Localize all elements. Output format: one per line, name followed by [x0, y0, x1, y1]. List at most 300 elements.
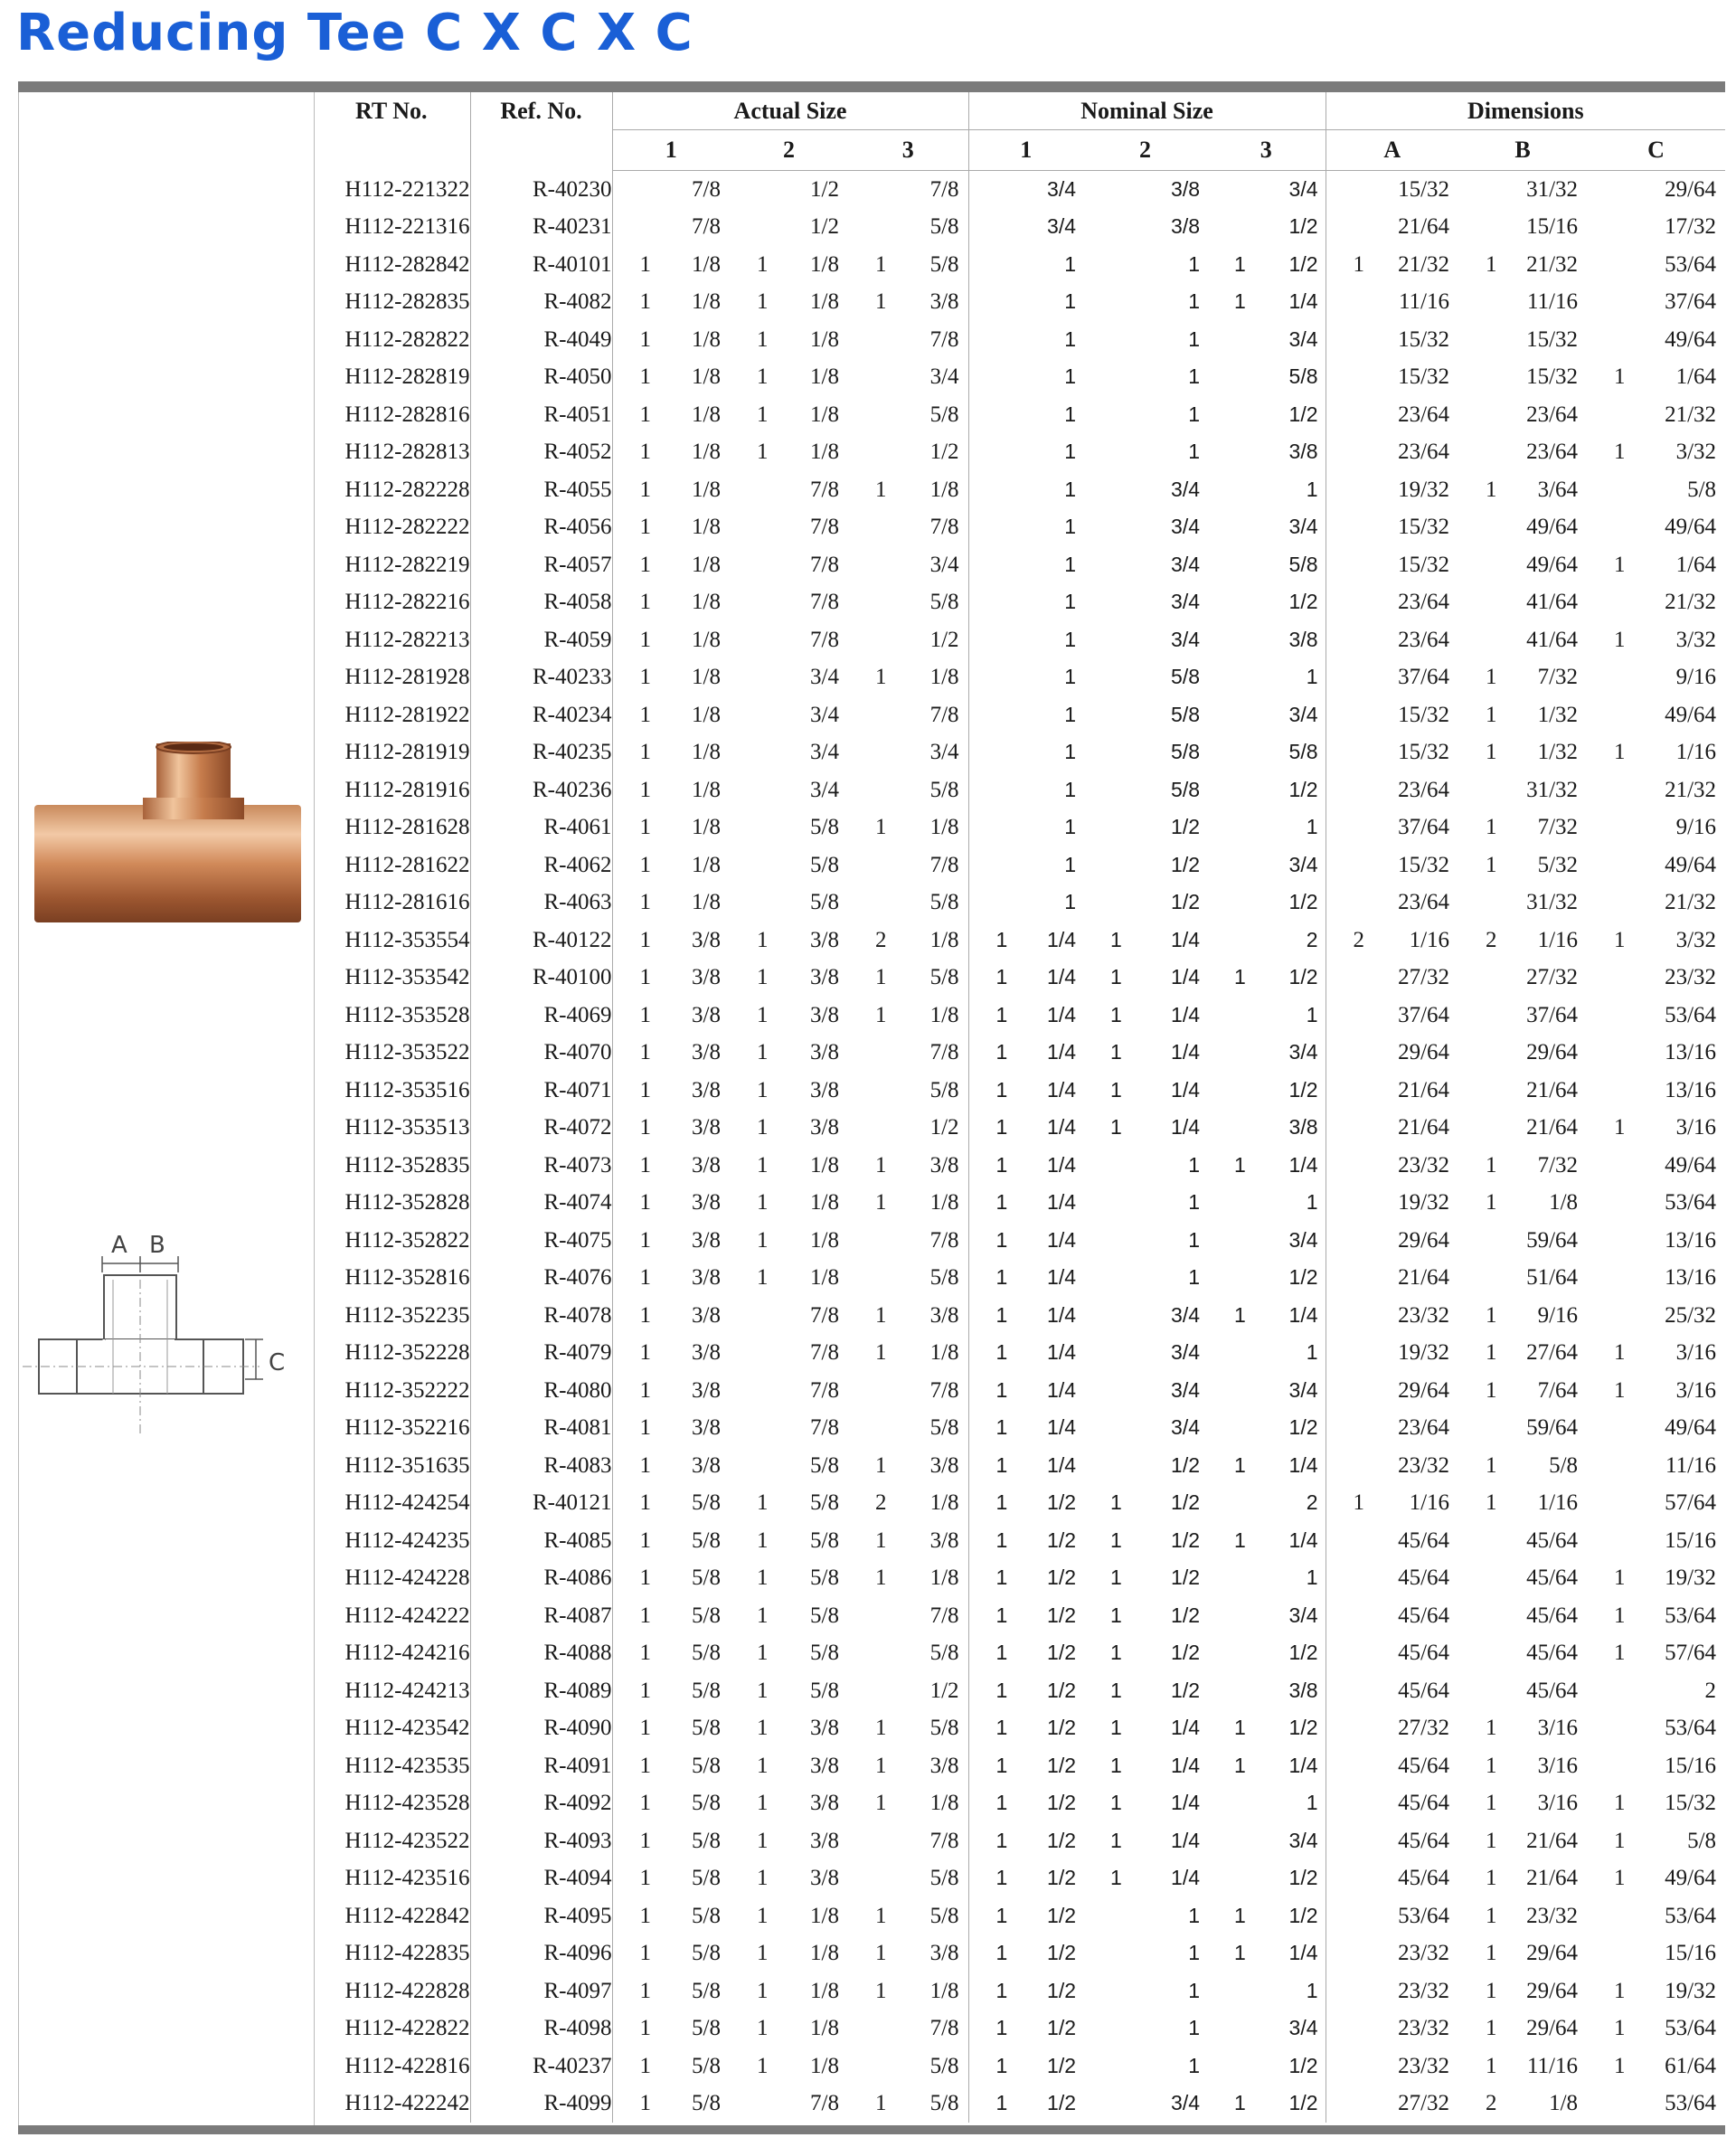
- header-actual-2: 2: [730, 130, 848, 171]
- cell-dim-c: 15/16: [1665, 1941, 1717, 1966]
- cell-dim-b: 21/64: [1526, 1077, 1579, 1102]
- cell-actual-1: 1 5/8: [612, 1822, 730, 1860]
- cell-nominal-3: 1: [1306, 1190, 1318, 1215]
- cell-nominal-2: 1 1/4: [1110, 1002, 1201, 1026]
- cell-ref-no: R-4056: [470, 509, 612, 547]
- cell-nominal-2: 1 1/4: [1110, 1791, 1201, 1815]
- cell-actual-1: 1 3/8: [612, 1147, 730, 1185]
- cell-dim-c: 9/16: [1675, 665, 1717, 690]
- cell-nominal-3: 1: [1306, 1340, 1318, 1365]
- cell-actual-2: 3/4: [810, 665, 839, 690]
- cell-rt-no: H112-422835: [344, 1941, 470, 1966]
- cell-actual-2: 5/8: [810, 852, 839, 877]
- cell-actual-3: 1 3/8: [875, 1152, 959, 1178]
- cell-rt-no: H112-422822: [344, 2016, 470, 2041]
- cell-dim-b: 45/64: [1526, 1565, 1579, 1591]
- cell-nominal-2: 1/2: [1171, 1452, 1201, 1477]
- cell-nominal-2: 1 1/4: [1110, 1040, 1201, 1064]
- cell-nominal-3: 1: [1306, 1565, 1318, 1590]
- cell-ref-no: R-4099: [470, 2086, 612, 2123]
- cell-ref-no: R-4079: [470, 1335, 612, 1373]
- cell-actual-2: 7/8: [810, 477, 839, 502]
- cell-dim-a: 21/64: [1326, 1260, 1458, 1298]
- cell-nominal-2: 3/8: [1171, 214, 1201, 239]
- cell-actual-1: 1 1/8: [612, 509, 730, 547]
- cell-dim-c: 49/64: [1665, 1415, 1717, 1441]
- table-row: [313, 1747, 1725, 1785]
- cell-actual-2: 1 3/8: [757, 1753, 839, 1778]
- cell-nominal-1: 1 1/4: [968, 1297, 1083, 1335]
- cell-ref-no: R-4061: [470, 809, 612, 847]
- cell-rt-no: H112-423535: [344, 1753, 470, 1778]
- cell-ref-no: R-4089: [470, 1672, 612, 1710]
- cell-dim-a: 37/64: [1326, 809, 1458, 847]
- cell-actual-1: 1 1/8: [612, 771, 730, 809]
- cell-nominal-2: 1 1/2: [1110, 1678, 1201, 1702]
- cell-nominal-3: 3/4: [1288, 515, 1318, 539]
- table-row: [313, 509, 1725, 547]
- cell-rt-no: H112-281616: [344, 890, 470, 915]
- cell-actual-1: 1 5/8: [612, 1935, 730, 1973]
- cell-ref-no: R-4095: [470, 1897, 612, 1935]
- table-row: [313, 1372, 1725, 1410]
- cell-ref-no: R-4092: [470, 1785, 612, 1823]
- table-row: [313, 1935, 1725, 1973]
- cell-rt-no: H112-281628: [344, 815, 470, 840]
- cell-dim-b: 45/64: [1526, 1641, 1579, 1666]
- table-row: [313, 246, 1725, 284]
- cell-nominal-2: 1: [1188, 440, 1201, 464]
- cell-nominal-1: 1: [968, 359, 1083, 397]
- cell-dim-c: 13/16: [1665, 1265, 1717, 1291]
- cell-nominal-1: 1: [968, 396, 1083, 434]
- cell-actual-2: 7/8: [810, 1415, 839, 1441]
- cell-dim-a: 45/64: [1326, 1785, 1458, 1823]
- cell-nominal-2: 1: [1188, 251, 1201, 276]
- cell-nominal-3: 1/2: [1288, 214, 1318, 239]
- table-row: [313, 1297, 1725, 1335]
- cell-nominal-2: 5/8: [1171, 702, 1201, 726]
- cell-actual-3: 7/8: [929, 852, 959, 877]
- cell-nominal-1: 1: [968, 809, 1083, 847]
- header-actual-3: 3: [848, 130, 968, 171]
- cell-dim-b: 1 9/16: [1486, 1302, 1579, 1328]
- cell-actual-1: 1 3/8: [612, 1222, 730, 1260]
- cell-dim-c: 1 19/32: [1614, 1978, 1717, 2003]
- cell-actual-1: 1 5/8: [612, 1897, 730, 1935]
- cell-actual-1: 1 3/8: [612, 1260, 730, 1298]
- cell-actual-1: 1 3/8: [612, 1185, 730, 1223]
- cell-nominal-2: 1: [1188, 326, 1201, 351]
- cell-actual-3: 7/8: [929, 176, 959, 202]
- cell-ref-no: R-4052: [470, 434, 612, 472]
- cell-nominal-1: 1 1/4: [968, 1222, 1083, 1260]
- table-row: [313, 2010, 1725, 2048]
- cell-ref-no: R-40236: [470, 771, 612, 809]
- cell-actual-2: 1 5/8: [757, 1565, 839, 1591]
- cell-actual-1: 1 1/8: [612, 847, 730, 884]
- cell-actual-2: 1 5/8: [757, 1678, 839, 1703]
- cell-actual-3: 1 1/8: [875, 1190, 959, 1215]
- cell-actual-1: 1 1/8: [612, 621, 730, 659]
- cell-ref-no: R-4051: [470, 396, 612, 434]
- cell-actual-2: 1 3/8: [757, 1791, 839, 1816]
- table-row: [313, 1560, 1725, 1598]
- cell-actual-3: 3/4: [929, 740, 959, 765]
- cell-nominal-2: 1 1/4: [1110, 1866, 1201, 1890]
- cell-nominal-1: 1 1/2: [968, 2010, 1083, 2048]
- cell-dim-c: 13/16: [1665, 1227, 1717, 1253]
- cell-actual-2: 5/8: [810, 815, 839, 840]
- cell-ref-no: R-40100: [470, 960, 612, 998]
- cell-dim-c: 49/64: [1665, 702, 1717, 727]
- cell-nominal-2: 1 1/4: [1110, 1753, 1201, 1777]
- cell-nominal-3: 5/8: [1288, 740, 1318, 764]
- cell-rt-no: H112-281622: [344, 852, 470, 877]
- cell-dim-c: 21/32: [1665, 590, 1717, 615]
- cell-ref-no: R-4098: [470, 2010, 612, 2048]
- cell-actual-1: 1 5/8: [612, 2010, 730, 2048]
- cell-nominal-2: 1 1/2: [1110, 1565, 1201, 1590]
- cell-rt-no: H112-281916: [344, 777, 470, 802]
- cell-rt-no: H112-353528: [344, 1002, 470, 1027]
- cell-actual-2: 1 1/8: [757, 1265, 839, 1291]
- cell-dim-c: 53/64: [1665, 1716, 1717, 1741]
- cell-nominal-1: 1 1/4: [968, 1147, 1083, 1185]
- cell-nominal-1: 1: [968, 847, 1083, 884]
- cell-ref-no: R-4090: [470, 1710, 612, 1748]
- cell-actual-2: 1 1/8: [757, 1227, 839, 1253]
- cell-nominal-2: 3/4: [1171, 477, 1201, 501]
- table-row: [313, 1522, 1725, 1560]
- cell-dim-a: 45/64: [1326, 1522, 1458, 1560]
- bottom-divider: [18, 2125, 1725, 2134]
- cell-actual-3: 5/8: [929, 1265, 959, 1291]
- cell-actual-2: 1 1/8: [757, 1152, 839, 1178]
- table-row: [313, 584, 1725, 622]
- cell-actual-3: 5/8: [929, 777, 959, 802]
- cell-nominal-3: 1 1/2: [1234, 2091, 1318, 2115]
- cell-nominal-3: 1 1/2: [1234, 965, 1318, 989]
- cell-dim-b: 1 21/32: [1486, 251, 1579, 277]
- table-row: [313, 1035, 1725, 1073]
- cell-actual-2: 3/4: [810, 777, 839, 802]
- cell-dim-a: 23/32: [1326, 1297, 1458, 1335]
- cell-actual-1: 1 1/8: [612, 696, 730, 734]
- cell-dim-a: 45/64: [1326, 1860, 1458, 1898]
- cell-dim-a: 37/64: [1326, 997, 1458, 1035]
- cell-actual-1: 1 1/8: [612, 546, 730, 584]
- cell-ref-no: R-4085: [470, 1522, 612, 1560]
- cell-dim-c: 53/64: [1665, 251, 1717, 277]
- cell-actual-1: 1 3/8: [612, 960, 730, 998]
- cell-actual-2: 1 1/8: [757, 1978, 839, 2003]
- cell-actual-1: 1 1/8: [612, 884, 730, 922]
- cell-dim-a: 45/64: [1326, 1747, 1458, 1785]
- cell-dim-a: 53/64: [1326, 1897, 1458, 1935]
- cell-rt-no: H112-282213: [344, 627, 470, 652]
- cell-actual-2: 1 1/8: [757, 2053, 839, 2078]
- cell-nominal-1: 1 1/4: [968, 1410, 1083, 1448]
- cell-nominal-2: 3/4: [1171, 552, 1201, 576]
- cell-dim-a: 19/32: [1326, 1335, 1458, 1373]
- cell-dim-c: 1 5/8: [1614, 1828, 1717, 1853]
- cell-actual-1: 1 3/8: [612, 1110, 730, 1148]
- cell-actual-2: 1/2: [810, 214, 839, 240]
- cell-dim-a: 23/32: [1326, 2010, 1458, 2048]
- cell-dim-a: 15/32: [1326, 847, 1458, 884]
- cell-nominal-3: 2: [1306, 927, 1318, 951]
- cell-nominal-3: 1/2: [1288, 1641, 1318, 1665]
- cell-actual-1: 1 5/8: [612, 2048, 730, 2086]
- cell-dim-c: 15/16: [1665, 1753, 1717, 1778]
- cell-actual-3: 5/8: [929, 1866, 959, 1891]
- cell-nominal-1: 3/4: [968, 209, 1083, 247]
- cell-actual-3: 1 5/8: [875, 251, 959, 277]
- cell-nominal-1: 1 1/4: [968, 1447, 1083, 1485]
- cell-actual-2: 1 1/8: [757, 289, 839, 315]
- cell-nominal-2: 1: [1188, 1152, 1201, 1177]
- cell-dim-a: 23/64: [1326, 396, 1458, 434]
- cell-dim-c: 49/64: [1665, 1152, 1717, 1178]
- cell-nominal-3: 1/2: [1288, 590, 1318, 614]
- cell-actual-3: 5/8: [929, 1077, 959, 1102]
- cell-rt-no: H112-423522: [344, 1828, 470, 1853]
- cell-dim-b: 1 3/16: [1486, 1753, 1579, 1778]
- cell-ref-no: R-40231: [470, 209, 612, 247]
- cell-actual-2: 1 3/8: [757, 1115, 839, 1140]
- cell-dim-b: 1 29/64: [1486, 1941, 1579, 1966]
- cell-ref-no: R-4083: [470, 1447, 612, 1485]
- cell-dim-c: 9/16: [1675, 815, 1717, 840]
- cell-rt-no: H112-352216: [344, 1415, 470, 1441]
- cell-dim-c: 1 1/64: [1614, 364, 1717, 390]
- cell-actual-1: 1 1/8: [612, 734, 730, 772]
- cell-rt-no: H112-281928: [344, 665, 470, 690]
- cell-actual-3: 7/8: [929, 1377, 959, 1403]
- cell-rt-no: H112-351635: [344, 1452, 470, 1478]
- cell-nominal-3: 3/8: [1288, 1678, 1318, 1702]
- cell-dim-b: 1 7/32: [1486, 815, 1579, 840]
- table-row: [313, 659, 1725, 697]
- table-row: [313, 396, 1725, 434]
- cell-ref-no: R-40230: [470, 171, 612, 209]
- cell-ref-no: R-4049: [470, 321, 612, 359]
- cell-dim-a: 15/32: [1326, 546, 1458, 584]
- cell-nominal-3: 3/4: [1288, 2016, 1318, 2040]
- cell-dim-a: 23/32: [1326, 2048, 1458, 2086]
- cell-actual-3: 5/8: [929, 1641, 959, 1666]
- table-row: [313, 546, 1725, 584]
- table-row: [313, 321, 1725, 359]
- cell-nominal-2: 3/4: [1171, 1340, 1201, 1365]
- table-row: [313, 1485, 1725, 1523]
- cell-actual-1: 1 5/8: [612, 1785, 730, 1823]
- cell-nominal-1: 1: [968, 884, 1083, 922]
- cell-ref-no: R-4050: [470, 359, 612, 397]
- cell-nominal-3: 1: [1306, 477, 1318, 501]
- cell-nominal-2: 1: [1188, 1190, 1201, 1215]
- cell-dim-a: 23/64: [1326, 771, 1458, 809]
- diagram-label-a: A: [111, 1232, 127, 1259]
- cell-nominal-3: 1: [1306, 1978, 1318, 2002]
- table-row: [313, 1335, 1725, 1373]
- cell-nominal-3: 1 1/2: [1234, 251, 1318, 276]
- cell-dim-b: 37/64: [1526, 1002, 1579, 1027]
- cell-actual-1: 1 5/8: [612, 1672, 730, 1710]
- cell-nominal-2: 5/8: [1171, 740, 1201, 764]
- cell-nominal-3: 1/2: [1288, 2053, 1318, 2077]
- table-row: [313, 847, 1725, 884]
- cell-nominal-1: 1: [968, 509, 1083, 547]
- cell-ref-no: R-4055: [470, 471, 612, 509]
- cell-nominal-1: 1: [968, 659, 1083, 697]
- image-column: [18, 92, 315, 2125]
- cell-actual-3: 1 1/8: [875, 815, 959, 840]
- cell-nominal-3: 1: [1306, 1002, 1318, 1026]
- cell-dim-a: 29/64: [1326, 1222, 1458, 1260]
- cell-nominal-3: 1/2: [1288, 1077, 1318, 1102]
- cell-dim-a: 27/32: [1326, 960, 1458, 998]
- cell-nominal-3: 3/4: [1288, 852, 1318, 876]
- cell-rt-no: H112-353554: [344, 927, 470, 952]
- cell-nominal-1: 1 1/4: [968, 1072, 1083, 1110]
- cell-rt-no: H112-352822: [344, 1227, 470, 1253]
- cell-actual-2: 1 3/8: [757, 1828, 839, 1853]
- cell-nominal-3: 3/4: [1288, 702, 1318, 726]
- cell-actual-1: 1 1/8: [612, 471, 730, 509]
- cell-nominal-3: 1 1/2: [1234, 1716, 1318, 1740]
- cell-dim-a: 15/32: [1326, 321, 1458, 359]
- cell-dim-a: 19/32: [1326, 471, 1458, 509]
- cell-rt-no: H112-422816: [344, 2053, 470, 2078]
- cell-dim-c: 13/16: [1665, 1077, 1717, 1102]
- cell-rt-no: H112-353516: [344, 1077, 470, 1102]
- table-row: [313, 1710, 1725, 1748]
- cell-actual-3: 5/8: [929, 2053, 959, 2078]
- cell-ref-no: R-4069: [470, 997, 612, 1035]
- cell-dim-c: 1 3/32: [1614, 927, 1717, 952]
- cell-actual-2: 1 3/8: [757, 1716, 839, 1741]
- cell-nominal-1: 1 1/2: [968, 1935, 1083, 1973]
- cell-dim-a: 1 1/16: [1326, 1485, 1458, 1523]
- cell-actual-1: 1 1/8: [612, 584, 730, 622]
- cell-actual-1: 1 1/8: [612, 809, 730, 847]
- header-nominal-3: 3: [1207, 130, 1326, 171]
- cell-actual-3: 1 5/8: [875, 965, 959, 990]
- cell-nominal-2: 3/4: [1171, 1415, 1201, 1440]
- cell-nominal-3: 2: [1306, 1490, 1318, 1515]
- cell-nominal-1: 1 1/2: [968, 1860, 1083, 1898]
- cell-actual-2: 7/8: [810, 1302, 839, 1328]
- cell-dim-c: 5/8: [1687, 477, 1717, 502]
- cell-nominal-1: 1 1/2: [968, 1710, 1083, 1748]
- cell-rt-no: H112-423542: [344, 1716, 470, 1741]
- cell-ref-no: R-4078: [470, 1297, 612, 1335]
- cell-actual-3: 1 1/8: [875, 1978, 959, 2003]
- table-row: [313, 171, 1725, 209]
- header-dimensions: Dimensions: [1326, 92, 1725, 130]
- cell-dim-c: 49/64: [1665, 515, 1717, 540]
- cell-rt-no: H112-282219: [344, 552, 470, 577]
- header-actual-size: Actual Size: [612, 92, 968, 130]
- cell-actual-2: 7/8: [810, 2091, 839, 2116]
- cell-ref-no: R-40233: [470, 659, 612, 697]
- cell-dim-c: 57/64: [1665, 1490, 1717, 1516]
- cell-nominal-2: 1 1/2: [1110, 1527, 1201, 1552]
- header-dim-a: A: [1326, 130, 1458, 171]
- cell-nominal-3: 1 1/4: [1234, 289, 1318, 314]
- cell-dim-b: 2 1/16: [1486, 927, 1579, 952]
- cell-dim-b: 21/64: [1526, 1115, 1579, 1140]
- cell-dim-c: 1 3/16: [1614, 1377, 1717, 1403]
- cell-dim-b: 1 1/8: [1486, 1190, 1579, 1215]
- cell-nominal-2: 1: [1188, 1227, 1201, 1252]
- table-row: [313, 734, 1725, 772]
- cell-actual-3: 1/2: [929, 627, 959, 652]
- cell-dim-b: 49/64: [1526, 552, 1579, 577]
- cell-actual-2: 1/2: [810, 176, 839, 202]
- cell-ref-no: R-4075: [470, 1222, 612, 1260]
- cell-actual-1: 1 5/8: [612, 1485, 730, 1523]
- cell-dim-c: 53/64: [1665, 1002, 1717, 1027]
- table-row: [313, 1972, 1725, 2010]
- cell-actual-2: 1 1/8: [757, 251, 839, 277]
- cell-nominal-2: 3/4: [1171, 2091, 1201, 2115]
- cell-actual-2: 1 3/8: [757, 927, 839, 952]
- table-row: [313, 1447, 1725, 1485]
- cell-actual-1: 1 3/8: [612, 1372, 730, 1410]
- cell-nominal-3: 3/8: [1288, 627, 1318, 651]
- cell-nominal-1: 1 1/2: [968, 1672, 1083, 1710]
- cell-actual-2: 1 3/8: [757, 1002, 839, 1027]
- cell-nominal-3: 1 1/4: [1234, 1941, 1318, 1965]
- table-row: [313, 1185, 1725, 1223]
- cell-dim-c: 1 49/64: [1614, 1866, 1717, 1891]
- table-row: [313, 1410, 1725, 1448]
- cell-dim-c: 17/32: [1665, 214, 1717, 240]
- cell-rt-no: H112-282222: [344, 515, 470, 540]
- cell-dim-a: 45/64: [1326, 1635, 1458, 1673]
- cell-nominal-1: 1: [968, 734, 1083, 772]
- cell-actual-1: 1 1/8: [612, 659, 730, 697]
- cell-dim-c: 1 3/32: [1614, 627, 1717, 652]
- cell-dim-c: 2: [1704, 1678, 1717, 1703]
- cell-dim-c: 1 57/64: [1614, 1641, 1717, 1666]
- cell-dim-a: 23/64: [1326, 884, 1458, 922]
- cell-actual-3: 1 3/8: [875, 289, 959, 315]
- cell-nominal-3: 1 1/4: [1234, 1152, 1318, 1177]
- cell-dim-b: 1 5/8: [1486, 1452, 1579, 1478]
- cell-ref-no: R-4071: [470, 1072, 612, 1110]
- cell-actual-1: 1 5/8: [612, 2086, 730, 2123]
- header-dim-b: B: [1458, 130, 1587, 171]
- cell-actual-1: 1 1/8: [612, 246, 730, 284]
- cell-dim-c: 1 3/16: [1614, 1115, 1717, 1140]
- cell-actual-3: 7/8: [929, 1227, 959, 1253]
- cell-ref-no: R-4097: [470, 1972, 612, 2010]
- cell-actual-2: 1 1/8: [757, 364, 839, 390]
- cell-actual-3: 1 3/8: [875, 1753, 959, 1778]
- cell-nominal-1: 1: [968, 246, 1083, 284]
- cell-nominal-1: 1 1/2: [968, 1972, 1083, 2010]
- cell-dim-c: 1 53/64: [1614, 1603, 1717, 1628]
- cell-nominal-3: 1 1/4: [1234, 1753, 1318, 1777]
- cell-nominal-1: 1 1/2: [968, 1560, 1083, 1598]
- table-row: [313, 1672, 1725, 1710]
- cell-actual-3: 1 3/8: [875, 1302, 959, 1328]
- cell-nominal-1: 1 1/4: [968, 960, 1083, 998]
